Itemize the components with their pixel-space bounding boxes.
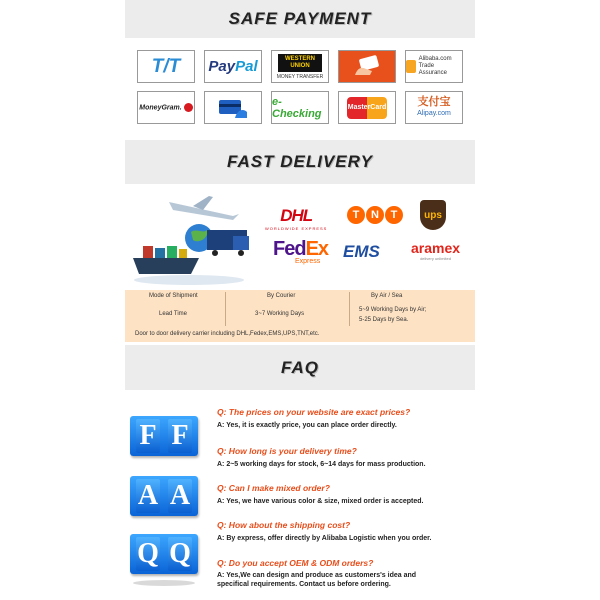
alibaba-text	[419, 56, 462, 77]
tnt-letter-1: T	[347, 206, 365, 224]
faq-answer-2: A: 2~5 working days for stock, 6~14 days for mass production.	[217, 461, 426, 468]
echecking-logo	[271, 91, 329, 124]
faq-question-1: Q: The prices on your website are exact prices?	[217, 407, 411, 417]
courier-days: 3~7 Working Days	[255, 311, 305, 317]
payment-logo-grid	[137, 47, 463, 125]
air-days: 5~9 Working Days by Air;	[359, 307, 427, 313]
globe-icon	[184, 103, 193, 112]
western-union-sub: MONEY TRANSFER	[276, 73, 324, 80]
airsea-label: By Air / Sea	[371, 293, 403, 299]
tnt-logo	[347, 206, 403, 224]
alipay-wrap	[417, 97, 451, 119]
fedex-ex: Ex	[305, 238, 329, 260]
hand-card-icon	[352, 55, 382, 79]
courier-label: By Courier	[267, 293, 296, 299]
ems-logo	[343, 242, 380, 262]
alipay-en-text: Alipay.com	[417, 109, 451, 117]
card-hand-logo	[204, 91, 262, 124]
moneygram-logo	[137, 91, 195, 124]
tt-logo-text: T/T	[151, 55, 181, 77]
faq-area	[125, 394, 475, 600]
tnt-letter-2: N	[366, 206, 384, 224]
western-union-box	[278, 54, 322, 72]
delivery-title: FAST DELIVERY	[227, 152, 373, 171]
delivery-visual	[125, 186, 475, 290]
dhl-text: DHL	[280, 206, 313, 225]
payment-banner	[125, 0, 475, 38]
western-union-line2: UNION	[290, 62, 310, 69]
tnt-letter-3: T	[385, 206, 403, 224]
mastercard-text: MasterCard	[347, 97, 387, 119]
faq-letter-f2: F	[168, 419, 192, 453]
shipping-table	[125, 290, 475, 342]
alibaba-trade-assurance-logo	[405, 50, 463, 83]
alipay-logo	[405, 91, 463, 124]
payment-title: SAFE PAYMENT	[228, 9, 372, 28]
faq-block-q	[130, 534, 198, 574]
western-union-logo	[271, 50, 329, 83]
content-column	[125, 0, 475, 600]
faq-question-3: Q: Can I make mixed order?	[217, 483, 330, 493]
faq-answer-5-line1: A: Yes,We can design and produce as customers's idea and	[217, 572, 417, 579]
logistics-illustration-icon	[129, 188, 259, 288]
fedex-logo	[273, 238, 328, 265]
faq-question-4: Q: How about the shipping cost?	[217, 520, 351, 530]
lead-time-label: Lead Time	[159, 311, 188, 317]
alibaba-wrap	[406, 56, 462, 77]
mastercard-logo	[338, 91, 396, 124]
ups-shield: ups	[420, 200, 446, 230]
aramex-sub: delivery unlimited	[420, 256, 451, 261]
paypal-pal: Pal	[235, 58, 258, 75]
faq-block-f	[130, 416, 198, 456]
credit-card-icon	[215, 96, 251, 120]
western-union-line1: WESTERN	[285, 55, 315, 62]
faq-letter-q1: Q	[137, 538, 159, 569]
delivery-note: Door to door delivery carrier including DHL,Fedex,EMS,UPS,TNT,etc.	[135, 331, 320, 337]
faq-answer-1: A: Yes, it is exactly price, you can place order directly.	[217, 422, 397, 429]
ems-text: EMS	[343, 242, 380, 261]
table-divider-2	[349, 292, 350, 326]
fedex-fed: Fed	[273, 238, 306, 260]
faq-answer-4: A: By express, offer directly by Alibaba Logistic when you order.	[217, 535, 432, 542]
aramex-logo	[411, 240, 460, 261]
hand-card-logo	[338, 50, 396, 83]
sea-days: 5-25 Days by Sea.	[359, 317, 409, 323]
faq-letter-q2: Q	[169, 538, 191, 569]
faq-title: FAQ	[281, 358, 319, 377]
paypal-logo	[204, 50, 262, 83]
paypal-logo-text	[208, 58, 257, 75]
faq-answer-3: A: Yes, we have various color & size, mixed order is accepted.	[217, 498, 424, 505]
faq-letter-a2: A	[169, 480, 191, 511]
faq-block-a	[130, 476, 198, 516]
aramex-text: aramex	[411, 240, 461, 256]
alipay-cn-text: 支付宝	[417, 95, 451, 108]
faq-answer-5-line2: specifical requirements. Contact us before ordering.	[217, 581, 391, 588]
ups-logo	[420, 200, 446, 230]
table-divider-1	[225, 292, 226, 326]
moneygram-label: MoneyGram.	[139, 104, 182, 112]
faq-letter-f1: F	[136, 419, 160, 453]
faq-question-2: Q: How long is your delivery time?	[217, 446, 357, 456]
shield-icon	[406, 60, 416, 73]
faq-question-5: Q: Do you accept OEM & ODM orders?	[217, 558, 374, 568]
tnt-circles	[347, 206, 403, 224]
fedex-sub: Express	[295, 258, 321, 265]
paypal-pay: Pay	[208, 58, 236, 75]
faq-letter-a1: A	[137, 480, 159, 511]
alibaba-name: Alibaba.com	[418, 56, 452, 62]
dhl-logo	[265, 206, 327, 231]
delivery-banner	[125, 140, 475, 184]
moneygram-text	[139, 103, 192, 112]
mode-label: Mode of Shipment	[149, 293, 198, 299]
faq-shadow	[133, 580, 195, 586]
faq-banner	[125, 345, 475, 390]
echecking-text: e-Checking	[272, 95, 322, 120]
dhl-sub: WORLDWIDE EXPRESS	[265, 226, 328, 231]
alibaba-trade-assurance: Trade Assurance	[418, 63, 447, 76]
tt-logo	[137, 50, 195, 83]
